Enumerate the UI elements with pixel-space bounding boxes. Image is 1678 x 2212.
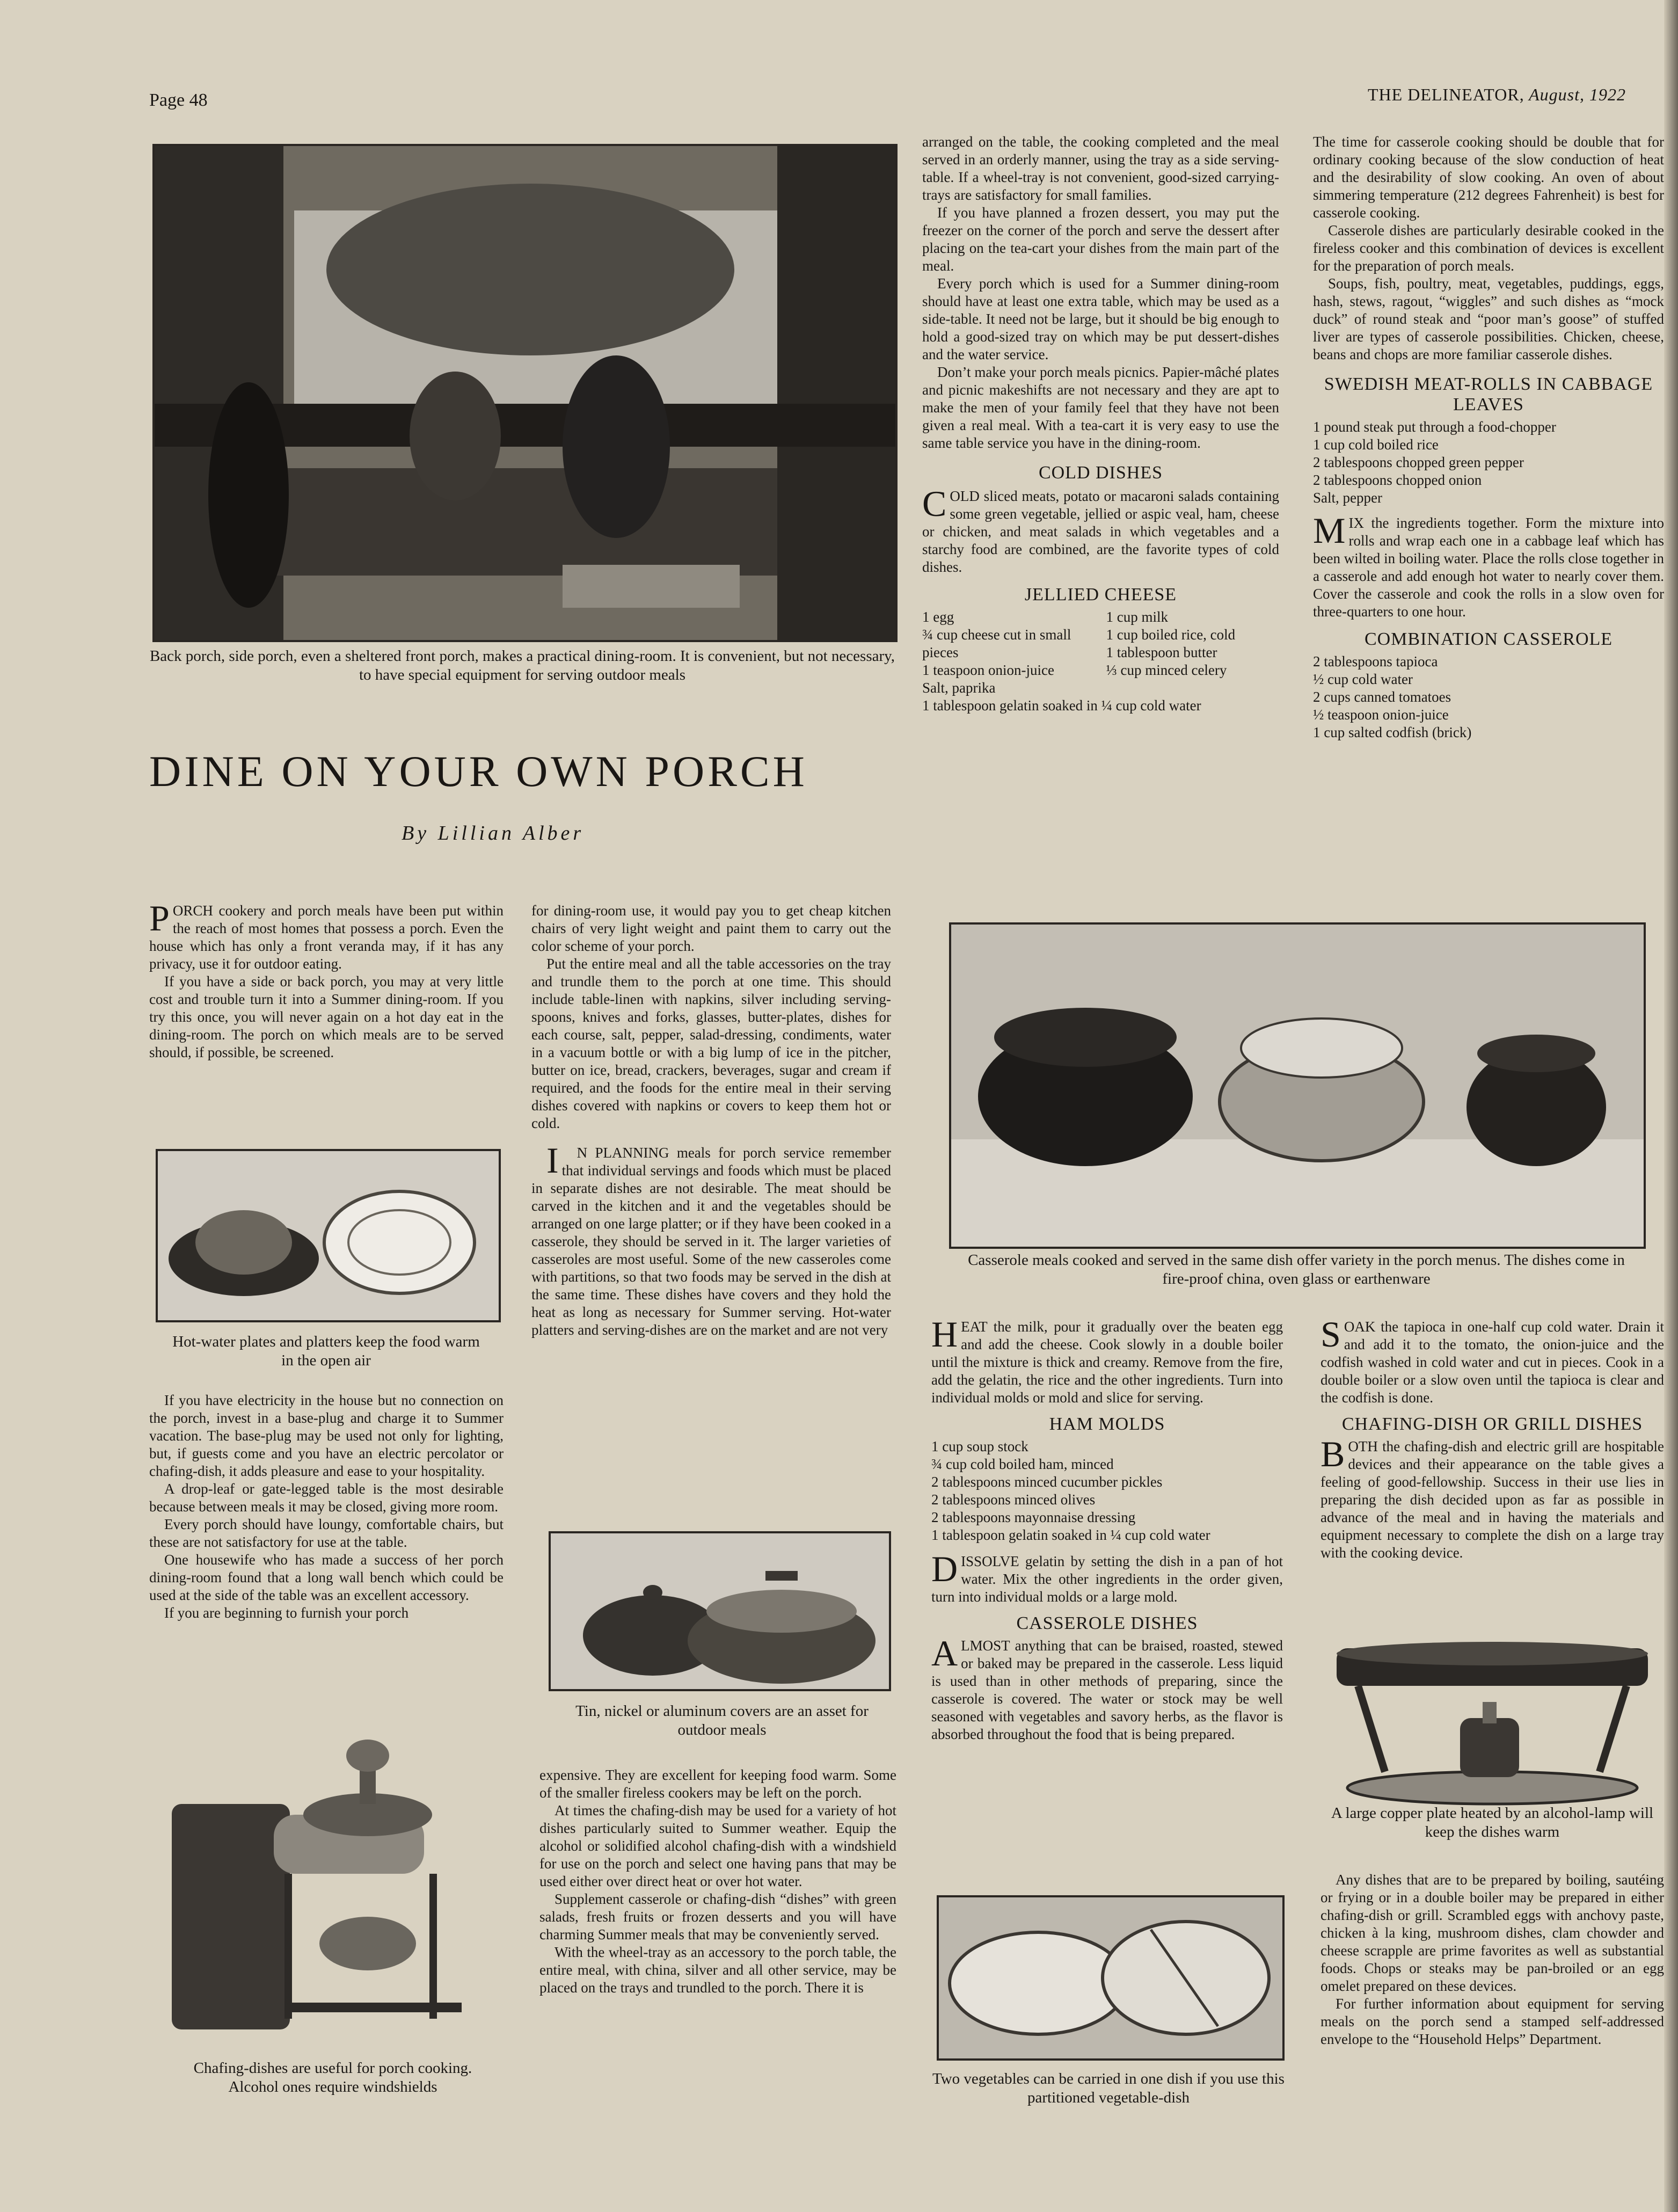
byline: By Lillian Alber <box>402 822 585 845</box>
body-paragraph: Don’t make your porch meals picnics. Papier-mâché plates and picnic makeshifts are not necessary and they are apt to make the men of your family feel that they have not been given a real meal. With a tea-cart it is very easy to use the same table service you have in the dining-room. <box>922 364 1279 451</box>
ingredient: Salt, paprika <box>922 680 996 696</box>
body-paragraph: If you have planned a frozen dessert, you may put the freezer on the corner of the porch and serve the dessert after placing on the tea-cart your dishes from the main part of the meal. <box>922 205 1279 274</box>
chafing-dish-photo <box>161 1734 505 2051</box>
ingredient: 2 tablespoons minced olives <box>931 1491 1096 1508</box>
body-paragraph: Any dishes that are to be prepared by boiling, sautéing or frying or in a double boiler may be prepared in either chafing-dish or grill. Scrambled eggs with anchovy paste, chicken à la king, mushroom dishes, clam chowder and cheese scrapple are prime favorites as well as substantial foods. Chops or steaks may be pan-broiled or an egg omelet prepared on these devices. <box>1320 1872 1664 1994</box>
ingredient: 1 pound steak put through a food-chopper <box>1313 419 1556 435</box>
ingredient: 2 tablespoons tapioca <box>1313 653 1438 670</box>
body-paragraph: Put the entire meal and all the table accessories on the tray and trundle them to the porch at one time. This should include table-linen with napkins, silver including serving-spoons, knives and forks, glasses, butter-plates, dishes for each course, salt, pepper, salad-dressing, condiments, water in a vacuum bottle or with a big lump of ice in the pitcher, butter on ice, bread, crackers, beverages, sugar and cream if required, and the foods for the entire meal in their serving dishes covered with napkins or covers to keep them hot or cold. <box>531 956 891 1131</box>
column-3-bottom <box>931 1314 1283 1743</box>
ingredient: 2 tablespoons minced cucumber pickles <box>931 1474 1163 1490</box>
covers-caption: Tin, nickel or aluminum covers are an asset for outdoor meals <box>575 1702 869 1738</box>
column-3-top <box>922 133 1279 715</box>
plates-caption: Hot-water plates and platters keep the food warm in the open air <box>172 1333 480 1369</box>
body-paragraph: A drop-leaf or gate-legged table is the most desirable because between meals it may be closed, giving more room. <box>149 1481 504 1515</box>
body-paragraph: Casserole dishes are particularly desirable cooked in the fireless cooker and this combination of devices is excellent for the preparation of porch meals. <box>1313 222 1664 274</box>
body-paragraph: If you have electricity in the house but no connection on the porch, invest in a base-plug and charge it to Summer vacation. The base-plug may be used not only for lighting, but, if guests come and you have an electric percolator or chafing-dish, it adds pleasure and ease to your hospitality. <box>149 1392 504 1479</box>
magazine-name: THE DELINEATOR, <box>1368 85 1524 104</box>
copper-caption: A large copper plate heated by an alcohol-lamp will keep the dishes warm <box>1331 1804 1654 1840</box>
jellied-cheese-heading: JELLIED CHEESE <box>1024 585 1177 605</box>
issue-date: August, 1922 <box>1529 85 1626 104</box>
ingredient: 1 cup soup stock <box>931 1438 1028 1454</box>
column-2-bottom <box>539 1766 896 1997</box>
cold-dishes-heading: COLD DISHES <box>1038 463 1163 483</box>
both-text: BOTH the chafing-dish and electric grill are hospitable devices and their appearance on the table gives a feeling of good-fellowship. Success in their use lies in preparing the dish decided upon as far as possible in advance of the meal and in having the materials and equipment necessary to complete the dish on a large tray with the cooking device. <box>1320 1434 1664 1561</box>
column-1-top <box>149 898 504 1061</box>
ingredient: 1 cup milk <box>1106 609 1168 625</box>
mix-text: MIX the ingredients together. Form the mixture into rolls and wrap each one in a cabbage leaf which has been wilted in boiling water. Place the rolls close together in a casserole and add enough hot water to nearly cover them. Cover the casserole and cook the rolls in a slow oven for three-quarters to one hour. <box>1313 510 1664 620</box>
chafing-dish-grill-heading: CHAFING-DISH OR GRILL DISHES <box>1341 1414 1643 1434</box>
ingredient: 1 cup salted codfish (brick) <box>1313 724 1472 740</box>
ingredient: 1 cup cold boiled rice <box>1313 436 1439 453</box>
body-paragraph: With the wheel-tray as an accessory to the porch table, the entire meal, with china, silver and all other service, may be placed on the trays and trundled to the porch. There it is <box>539 1944 896 1996</box>
column-4-bottom <box>1320 1314 1664 1562</box>
intro-paragraph: PORCH cookery and porch meals have been put within the reach of most homes that possess a porch. Even the house which has only a front veranda may, if it has any privacy, use it for outdoor eating. <box>149 898 504 972</box>
column-4-end <box>1320 1871 1664 2048</box>
swedish-ingredients <box>1313 418 1664 507</box>
page-edge <box>1664 0 1678 2212</box>
ingredient: ⅓ cup minced celery <box>1106 662 1227 678</box>
column-1-bottom <box>149 1392 504 1622</box>
body-paragraph: The time for casserole cooking should be double that for ordinary cooking because of the slow conduction of heat and the desirability of slow cooking. An oven of about simmering temperature (212 degrees Fahrenheit) is best for casserole cooking. <box>1313 134 1664 221</box>
porch-photo <box>152 144 898 642</box>
body-paragraph: If you are beginning to furnish your porch <box>164 1605 409 1621</box>
ingredients-left <box>922 608 1096 697</box>
body-paragraph: for dining-room use, it would pay you to get cheap kitchen chairs of very light weight and paint them to carry out the color scheme of your porch. <box>531 903 891 954</box>
plates-photo <box>156 1149 501 1322</box>
ingredient: 2 tablespoons chopped green pepper <box>1313 454 1524 470</box>
heat-text: HEAT the milk, pour it gradually over the beaten egg and add the cheese. Cook slowly in a double boiler until the mixture is thick and creamy. Remove from the fire, add the gelatin, the rice and the other ingredients. Turn into individual molds or mold and slice for serving. <box>931 1314 1283 1406</box>
body-paragraph: Every porch which is used for a Summer dining-room should have at least one extra table, which may be used as a side-table. It need not be large, but it should be big enough to hold a good-sized tray on which may be put dessert-dishes and the water service. <box>922 275 1279 362</box>
combination-casserole-heading: COMBINATION CASSEROLE <box>1364 629 1613 649</box>
ingredient: 2 tablespoons mayonnaise dressing <box>931 1509 1136 1525</box>
ingredient: 1 cup boiled rice, cold <box>1106 627 1236 643</box>
ingredient: 2 tablespoons chopped onion <box>1313 472 1482 488</box>
ingredient: ½ cup cold water <box>1313 671 1413 687</box>
cold-dishes-text: COLD sliced meats, potato or macaroni salads containing some green vegetable, jellied or aspic veal, ham, cheese or chicken, and meat salads in which vegetables and a starchy food are combined, are the favorite types of cold dishes. <box>922 483 1279 575</box>
chafing-caption: Chafing-dishes are useful for porch cooking. Alcohol ones require windshields <box>193 2060 472 2095</box>
casserole-caption: Casserole meals cooked and served in the same dish offer variety in the porch menus. The dishes come in fire-proof china, oven glass or earthenware <box>968 1251 1625 1287</box>
body-paragraph: At times the chafing-dish may be used for a variety of hot dishes particularly suited to Summer weather. Equip the alcohol or solidified alcohol chafing-dish with a windshield for use on the porch and select one having pans that may be used either over direct heat or over hot water. <box>539 1802 896 1889</box>
ingredient: 1 teaspoon onion-juice <box>922 662 1054 678</box>
body-paragraph: One housewife who has made a success of her porch dining-room found that a long wall bench which could be used at the side of the table was an excellent accessory. <box>149 1552 504 1603</box>
body-paragraph: If you have a side or back porch, you may at very little cost and trouble turn it into a Summer dining-room. If you try this once, you will never again on a hot day eat in the dining-room. The porch on which meals are to be served should, if possible, be screened. <box>149 973 504 1060</box>
page-number: Page 48 <box>149 90 208 110</box>
ingredient: 1 tablespoon butter <box>1106 644 1217 660</box>
ingredient: 1 tablespoon gelatin soaked in ¼ cup cold water <box>922 697 1201 714</box>
body-paragraph: Supplement casserole or chafing-dish “dishes” with green salads, fresh fruits or frozen desserts and you will have charming Summer meals that may be conveniently served. <box>539 1891 896 1942</box>
ham-ingredients <box>931 1438 1283 1544</box>
vegetable-dish-photo <box>937 1895 1285 2061</box>
ingredient: ¾ cup cold boiled ham, minced <box>931 1456 1114 1472</box>
planning-paragraph: IN PLANNING meals for porch service remember that individual servings and foods which must be placed in separate dishes are not desirable. The meat should be carved in the kitchen and it and the vegetables should be arranged on one large platter; or if they have been cooked in a casserole, they should be served in it. The larger varieties of casseroles are most useful. Some of the new casseroles come with partitions, so that two foods may be served in the dish at the same time. These dishes have covers and they hold the heat as long as necessary for Summer serving. Hot-water platters and serving-dishes are on the market and are not very <box>531 1140 891 1338</box>
ingredient: 2 cups canned tomatoes <box>1313 689 1451 705</box>
column-4-top <box>1313 133 1664 741</box>
ingredients-right <box>1106 608 1280 697</box>
ham-molds-heading: HAM MOLDS <box>1049 1414 1165 1434</box>
casserole-text: ALMOST anything that can be braised, roasted, stewed or baked may be prepared in the casserole. Less liquid is used than in other methods of preparing, since the casserole is covered. The water or stock may be well seasoned with vegetables and savory herbs, as the flavor is absorbed throughout the food that is being prepared. <box>931 1633 1283 1742</box>
ingredient: 1 egg <box>922 609 954 625</box>
casserole-photo <box>949 922 1646 1249</box>
body-paragraph: Every porch should have loungy, comfortable chairs, but these are not satisfactory for use at the table. <box>149 1516 504 1550</box>
jellied-cheese-ingredients <box>922 608 1279 697</box>
body-paragraph: arranged on the table, the cooking completed and the meal served in an orderly manner, using the tray as a side serving-table. If a wheel-tray is not convenient, good-sized carrying-trays are satisfactory for small families. <box>922 134 1279 203</box>
dissolve-text: DISSOLVE gelatin by setting the dish in a pan of hot water. Mix the other ingredients in the order given, turn into individual molds or a large mold. <box>931 1548 1283 1605</box>
further-info: For further information about equipment for serving meals on the porch send a stamped self-addressed envelope to the “Household Helps” Department. <box>1320 1996 1664 2047</box>
copper-plate-photo <box>1326 1638 1659 1815</box>
vegetable-caption: Two vegetables can be carried in one dish if you use this partitioned vegetable-dish <box>932 2070 1285 2106</box>
ingredient: ½ teaspoon onion-juice <box>1313 707 1449 723</box>
ingredient: Salt, pepper <box>1313 490 1382 506</box>
body-paragraph: expensive. They are excellent for keeping food warm. Some of the smaller fireless cookers may be left on the porch. <box>539 1767 896 1801</box>
casserole-dishes-heading: CASSEROLE DISHES <box>1016 1613 1198 1633</box>
ingredient: ¾ cup cheese cut in small pieces <box>922 627 1071 660</box>
column-2-top <box>531 902 891 1339</box>
ingredient: 1 tablespoon gelatin soaked in ¼ cup cold water <box>931 1527 1210 1543</box>
body-paragraph: Soups, fish, poultry, meat, vegetables, puddings, eggs, hash, stews, ragout, “wiggles” and such dishes as “mock duck” of round steak and “poor man’s goose” of stuffed liver are types of casserole possibilities. Chicken, cheese, beans and chops are more familiar casserole dishes. <box>1313 275 1664 362</box>
swedish-meat-rolls-heading: SWEDISH MEAT-ROLLS IN CABBAGE LEAVES <box>1324 374 1653 414</box>
magazine-header <box>1368 85 1626 105</box>
article-title: DINE ON YOUR OWN PORCH <box>149 747 808 796</box>
covers-photo <box>549 1531 891 1691</box>
soak-text: SOAK the tapioca in one-half cup cold water. Drain it and add it to the tomato, the onion-juice and the codfish washed in cold water and cut in pieces. Cook in a double boiler or a slow oven until the tapioca is clear and the codfish is done. <box>1320 1314 1664 1406</box>
porch-caption: Back porch, side porch, even a sheltered front porch, makes a practical dining-room. It is convenient, but not necessary, to have special equipment for serving outdoor meals <box>149 647 895 683</box>
combination-ingredients <box>1313 653 1664 741</box>
